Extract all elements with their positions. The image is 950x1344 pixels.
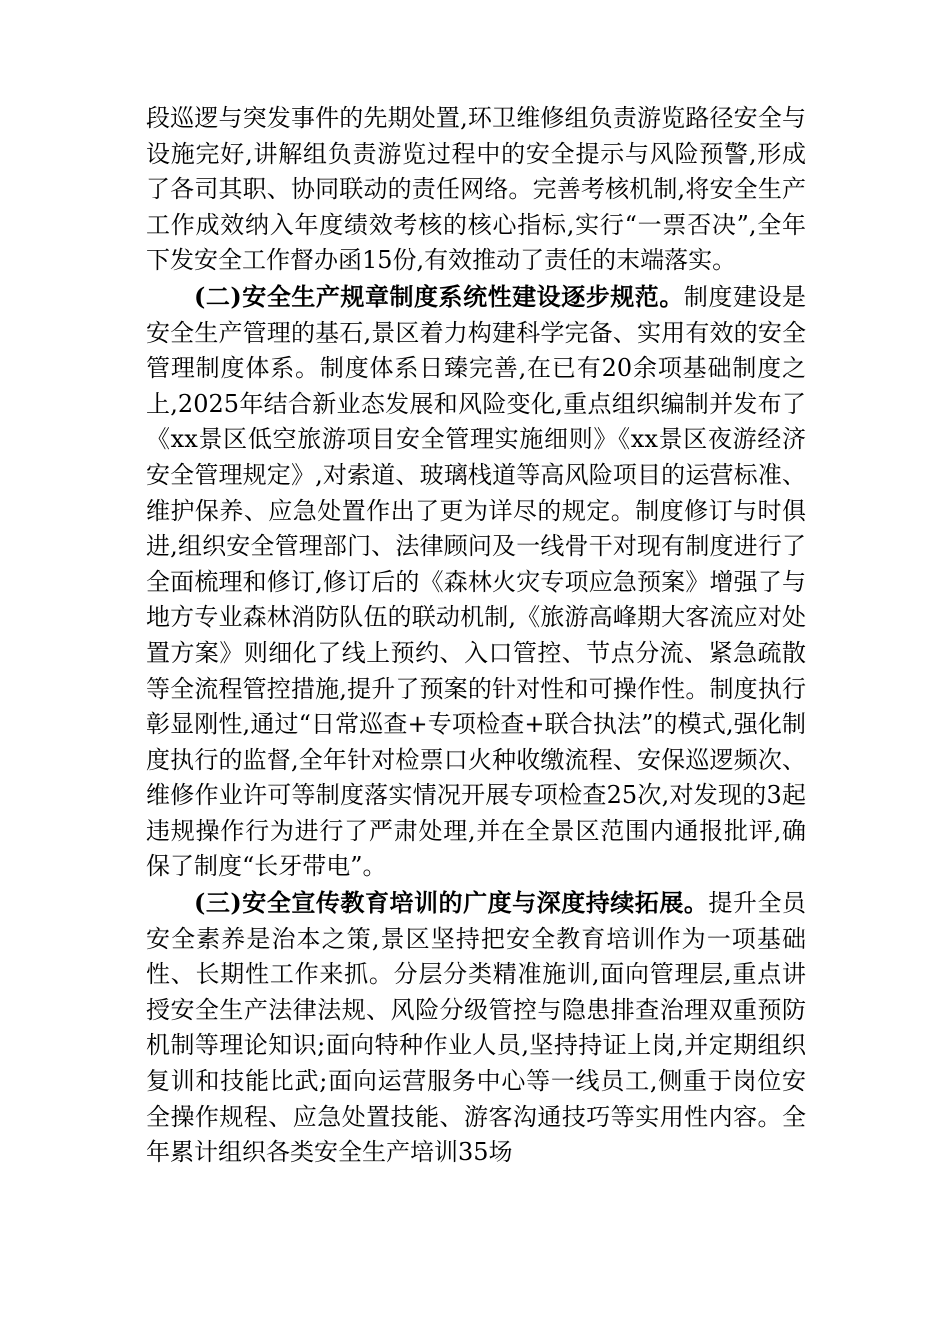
paragraph-3 (146, 885, 806, 1171)
paragraph-2-text: 制度建设是安全生产管理的基石,景区着力构建科学完备、实用有效的安全管理制度体系。制度体系日臻完善,在已有20余项基础制度之上,2025年结合新业态发展和风险变化,重点组织编制并发布了《xx景区低空旅游项目安全管理实施细则》《xx景区夜游经济安全管理规定》,对索道、玻璃栈道等高风险项目的运营标准、维护保养、应急处置作出了更为详尽的规定。制度修订与时俱进,组织安全管理部门、法律顾问及一线骨干对现有制度进行了全面梳理和修订,修订后的《森林火灾专项应急预案》增强了与地方专业森林消防队伍的联动机制,《旅游高峰期大客流应对处置方案》则细化了线上预约、入口管控、节点分流、紧急疏散等全流程管控措施,提升了预案的针对性和可操作性。制度执行彰显刚性,通过“日常巡查+专项检查+联合执法”的模式,强化制度执行的监督,全年针对检票口火种收缴流程、安保巡逻频次、维修作业许可等制度落实情况开展专项检查25次,对发现的3起违规操作行为进行了严肃处理,并在全景区范围内通报批评,确保了制度“长牙带电”。 (146, 282, 806, 881)
paragraph-1-text: 段巡逻与突发事件的先期处置,环卫维修组负责游览路径安全与设施完好,讲解组负责游览过程中的安全提示与风险预警,形成了各司其职、协同联动的责任网络。完善考核机制,将安全生产工作成效纳入年度绩效考核的核心指标,实行“一票否决”,全年下发安全工作督办函15份,有效推动了责任的末端落实。 (146, 104, 806, 275)
paragraph-1 (146, 101, 806, 279)
paragraph-2 (146, 279, 806, 885)
paragraph-3-text: 提升全员安全素养是治本之策,景区坚持把安全教育培训作为一项基础性、长期性工作来抓。分层分类精准施训,面向管理层,重点讲授安全生产法律法规、风险分级管控与隐患排查治理双重预防机制等理论知识;面向特种作业人员,坚持持证上岗,并定期组织复训和技能比武;面向运营服务中心等一线员工,侧重于岗位安全操作规程、应急处置技能、游客沟通技巧等实用性内容。全年累计组织各类安全生产培训35场 (146, 889, 806, 1167)
section-heading-2: (二)安全生产规章制度系统性建设逐步规范。 (194, 281, 684, 311)
section-heading-3: (三)安全宣传教育培训的广度与深度持续拓展。 (194, 888, 709, 918)
document-page (146, 101, 806, 1171)
